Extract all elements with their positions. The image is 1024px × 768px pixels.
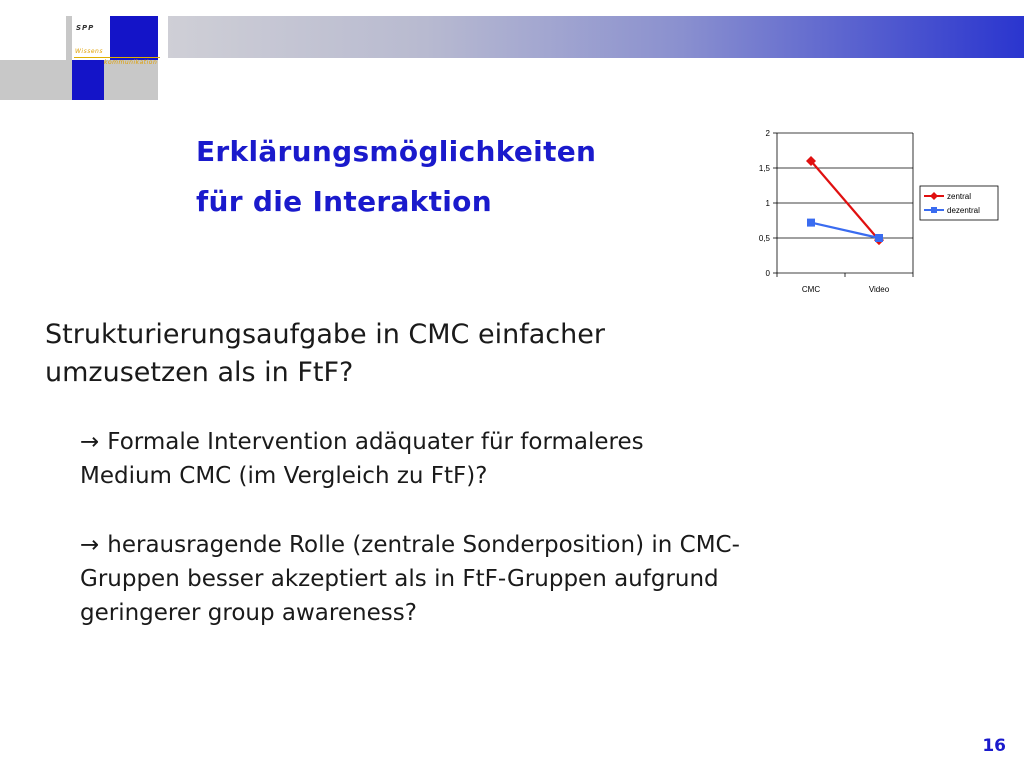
bullet-item-2 — [80, 528, 920, 630]
logo-text-wissens: Wissens — [75, 48, 103, 55]
page-number: 16 — [982, 736, 1006, 756]
x-tick-label: Video — [868, 285, 890, 294]
logo-grey-block — [0, 60, 66, 100]
bullet-item-1 — [80, 425, 920, 493]
y-tick-label: 0 — [765, 269, 770, 278]
slide-title-line1: Erklärungsmöglichkeiten — [196, 135, 597, 168]
header-gradient-bar — [168, 16, 1024, 58]
y-tick-label: 1,5 — [758, 164, 770, 173]
bullet-text-line: Formale Intervention adäquater für formaleres — [107, 429, 644, 455]
logo-grey-block — [104, 60, 158, 100]
main-statement-line2: umzusetzen als in FtF? — [45, 357, 354, 388]
logo-text-spp: SPP — [76, 24, 95, 32]
data-point-dezentral — [875, 234, 883, 242]
main-statement-line1: Strukturierungsaufgabe in CMC einfacher — [45, 319, 605, 350]
legend-marker-dezentral — [931, 207, 937, 213]
legend-label-dezentral: dezentral — [947, 206, 980, 215]
logo-blue-block — [110, 16, 158, 60]
logo-text-kommunikation: kommunikation — [104, 59, 158, 66]
data-point-dezentral — [807, 219, 815, 227]
y-tick-label: 0,5 — [758, 234, 770, 243]
logo-blue-block — [72, 60, 104, 100]
line-chart — [735, 120, 1005, 305]
arrow-icon: → — [80, 429, 100, 455]
bullet-text-line: geringerer group awareness? — [80, 600, 417, 626]
logo-divider — [74, 57, 160, 58]
series-line-zentral — [811, 161, 879, 240]
y-tick-label: 2 — [765, 129, 770, 138]
main-statement — [45, 316, 805, 392]
arrow-icon: → — [80, 532, 100, 558]
y-tick-label: 1 — [765, 199, 770, 208]
x-tick-label: CMC — [801, 285, 821, 294]
series-line-dezentral — [811, 223, 879, 238]
legend-label-zentral: zentral — [947, 192, 972, 201]
bullet-text-line: Gruppen besser akzeptiert als in FtF-Gruppen aufgrund — [80, 566, 719, 592]
slide-title-line2: für die Interaktion — [196, 185, 492, 218]
bullet-text-line: Medium CMC (im Vergleich zu FtF)? — [80, 463, 488, 489]
bullet-text-line: herausragende Rolle (zentrale Sonderposition) in CMC- — [107, 532, 740, 558]
